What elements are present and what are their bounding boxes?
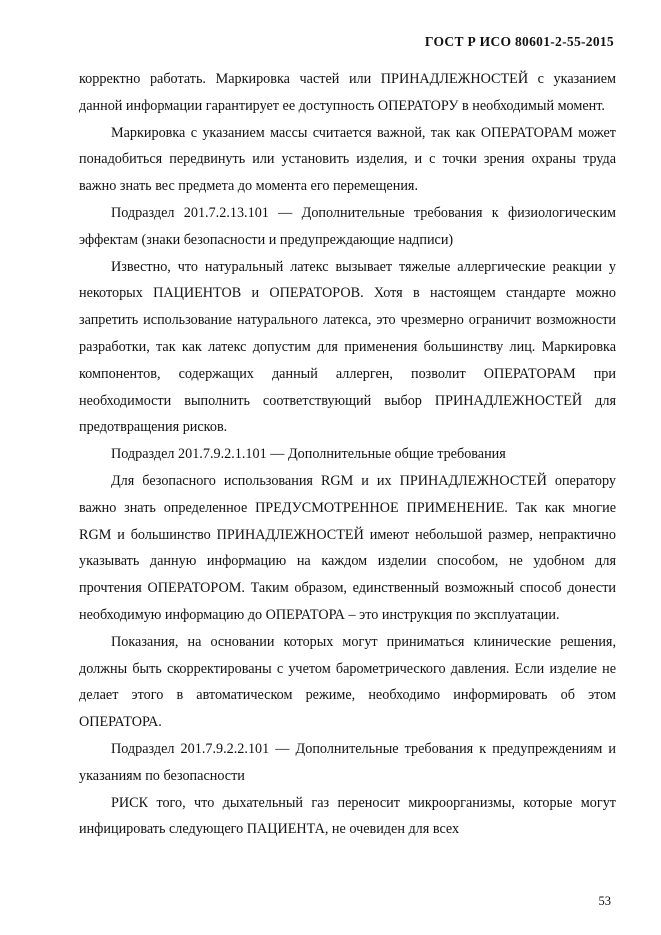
subsection-heading-201-7-9-2-2-101: Подраздел 201.7.9.2.2.101 — Дополнительные требования к предупреждениям и указаниям по безопасности [79, 740, 616, 784]
document-code-header: ГОСТ Р ИСО 80601-2-55-2015 [424, 34, 614, 49]
document-body [79, 66, 616, 843]
paragraph-rgm-use: Для безопасного использования RGM и их ПРИНАДЛЕЖНОСТЕЙ оператору важно знать определенное ПРЕДУСМОТРЕННОЕ ПРИМЕНЕНИЕ. Так как многие RGM и большинство ПРИНАДЛЕЖНОСТЕЙ имеют небольшой размер, непрактично указывать данную информацию на каждом изделии способом, не удобном для прочтения ОПЕРАТОРОМ. Таким образом, единственный возможный способ донести необходимую информацию до ОПЕРАТОРА – это инструкция по эксплуатации. [79, 472, 616, 623]
paragraph-latex: Известно, что натуральный латекс вызывает тяжелые аллергические реакции у некоторых ПАЦИЕНТОВ и ОПЕРАТОРОВ. Хотя в настоящем стандарте можно запретить использование натурального латекса, это чрезмерно ограничит возможности разработки, так как латекс допустим для применения большинству лиц. Маркировка компонентов, содержащих данный аллерген, позволит ОПЕРАТОРАМ при необходимости выполнить соответствующий выбор ПРИНАДЛЕЖНОСТЕЙ для предотвращения рисков. [79, 258, 616, 436]
paragraph-mass-marking: Маркировка с указанием массы считается важной, так как ОПЕРАТОРАМ может понадобиться передвинуть или установить изделия, и с точки зрения охраны труда важно знать вес предмета до момента его перемещения. [79, 124, 616, 195]
paragraph-risk: РИСК того, что дыхательный газ переносит микроорганизмы, которые могут инфицировать следующего ПАЦИЕНТА, не очевиден для всех [79, 794, 616, 838]
subsection-heading-201-7-2-13-101: Подраздел 201.7.2.13.101 — Дополнительные требования к физиологическим эффектам (знаки безопасности и предупреждающие надписи) [79, 204, 616, 248]
paragraph-barometric: Показания, на основании которых могут приниматься клинические решения, должны быть скорректированы с учетом барометрического давления. Если изделие не делает этого в автоматическом режиме, необходимо информировать об этом ОПЕРАТОРА. [79, 633, 616, 731]
page-number: 53 [598, 894, 611, 908]
subsection-heading-201-7-9-2-1-101: Подраздел 201.7.9.2.1.101 — Дополнительные общие требования [111, 446, 506, 463]
paragraph-continuation: корректно работать. Маркировка частей или ПРИНАДЛЕЖНОСТЕЙ с указанием данной информации гарантирует ее доступность ОПЕРАТОРУ в необходимый момент. [79, 71, 616, 114]
